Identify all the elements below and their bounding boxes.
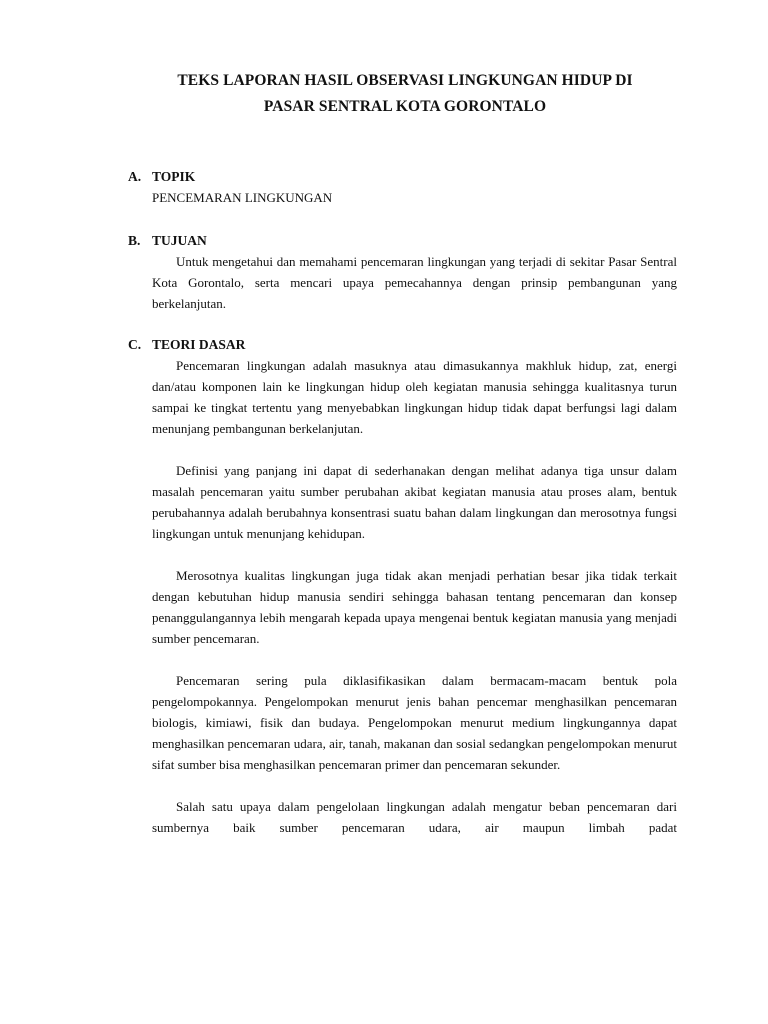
title-line-2: PASAR SENTRAL KOTA GORONTALO [263,98,547,115]
paragraph-5: Salah satu upaya dalam pengelolaan lingkungan adalah mengatur beban pencemaran dari sumbernya baik sumber pencemaran udara, air maupun limbah padat [152,799,677,835]
tujuan-paragraph: Untuk mengetahui dan memahami pencemaran lingkungan yang terjadi di sekitar Pasar Sentral Kota Gorontalo, serta mencari upaya pemecahannya dengan prinsip pembangunan yang berkelanjutan. [152,254,677,311]
teori-dasar-body [152,355,677,838]
section-letter: B. [128,233,141,248]
section-heading [128,230,688,251]
section-heading [128,334,688,355]
tujuan-body [152,251,677,314]
document-title [100,68,710,120]
section-title: TEORI DASAR [152,337,246,352]
section-letter: A. [128,169,142,184]
title-line-1: TEKS LAPORAN HASIL OBSERVASI LINGKUNGAN HIDUP DI [177,72,633,89]
topik-text: PENCEMARAN LINGKUNGAN [152,190,333,205]
section-heading [128,166,688,187]
paragraph-2: Definisi yang panjang ini dapat di sederhanakan dengan melihat adanya tiga unsur dalam masalah pencemaran yaitu sumber perubahan akibat kegiatan manusia atau proses alam, bentuk perubahannya adalah berubahnya konsentrasi suatu bahan dalam lingkungan dan merosotnya fungsi lingkungan untuk menunjang kehidupan. [152,463,677,541]
paragraph-4: Pencemaran sering pula diklasifikasikan dalam bermacam-macam bentuk pola pengelompokannya. Pengelompokan menurut jenis bahan pencemar menghasilkan pencemaran biologis, kimiawi, fisik dan budaya. Pengelompokan menurut medium lingkungannya dapat menghasilkan pencemaran udara, air, tanah, makanan dan sosial sedangkan pengelompokan menurut sifat sumber bisa menghasilkan pencemaran primer dan pencemaran sekunder. [152,673,677,772]
paragraph-1: Pencemaran lingkungan adalah masuknya atau dimasukannya makhluk hidup, zat, energi dan/atau komponen lain ke lingkungan hidup oleh kegiatan manusia sehingga kualitasnya turun sampai ke tingkat tertentu yang menyebabkan lingkungan hidup tidak dapat berfungsi lagi dalam menunjang pembangunan berkelanjutan. [152,358,677,436]
section-title: TUJUAN [152,233,207,248]
section-tujuan [128,230,688,314]
section-topik [128,166,688,208]
section-title: TOPIK [152,169,196,184]
section-teori-dasar [128,334,688,838]
section-letter: C. [128,337,142,352]
paragraph-3: Merosotnya kualitas lingkungan juga tidak akan menjadi perhatian besar jika tidak terkait dengan kebutuhan hidup manusia sendiri sehingga bahasan tentang pencemaran dan konsep penanggulangannya lebih mengarah kepada upaya mengenai bentuk kegiatan manusia yang menjadi sumber pencemaran. [152,568,677,646]
